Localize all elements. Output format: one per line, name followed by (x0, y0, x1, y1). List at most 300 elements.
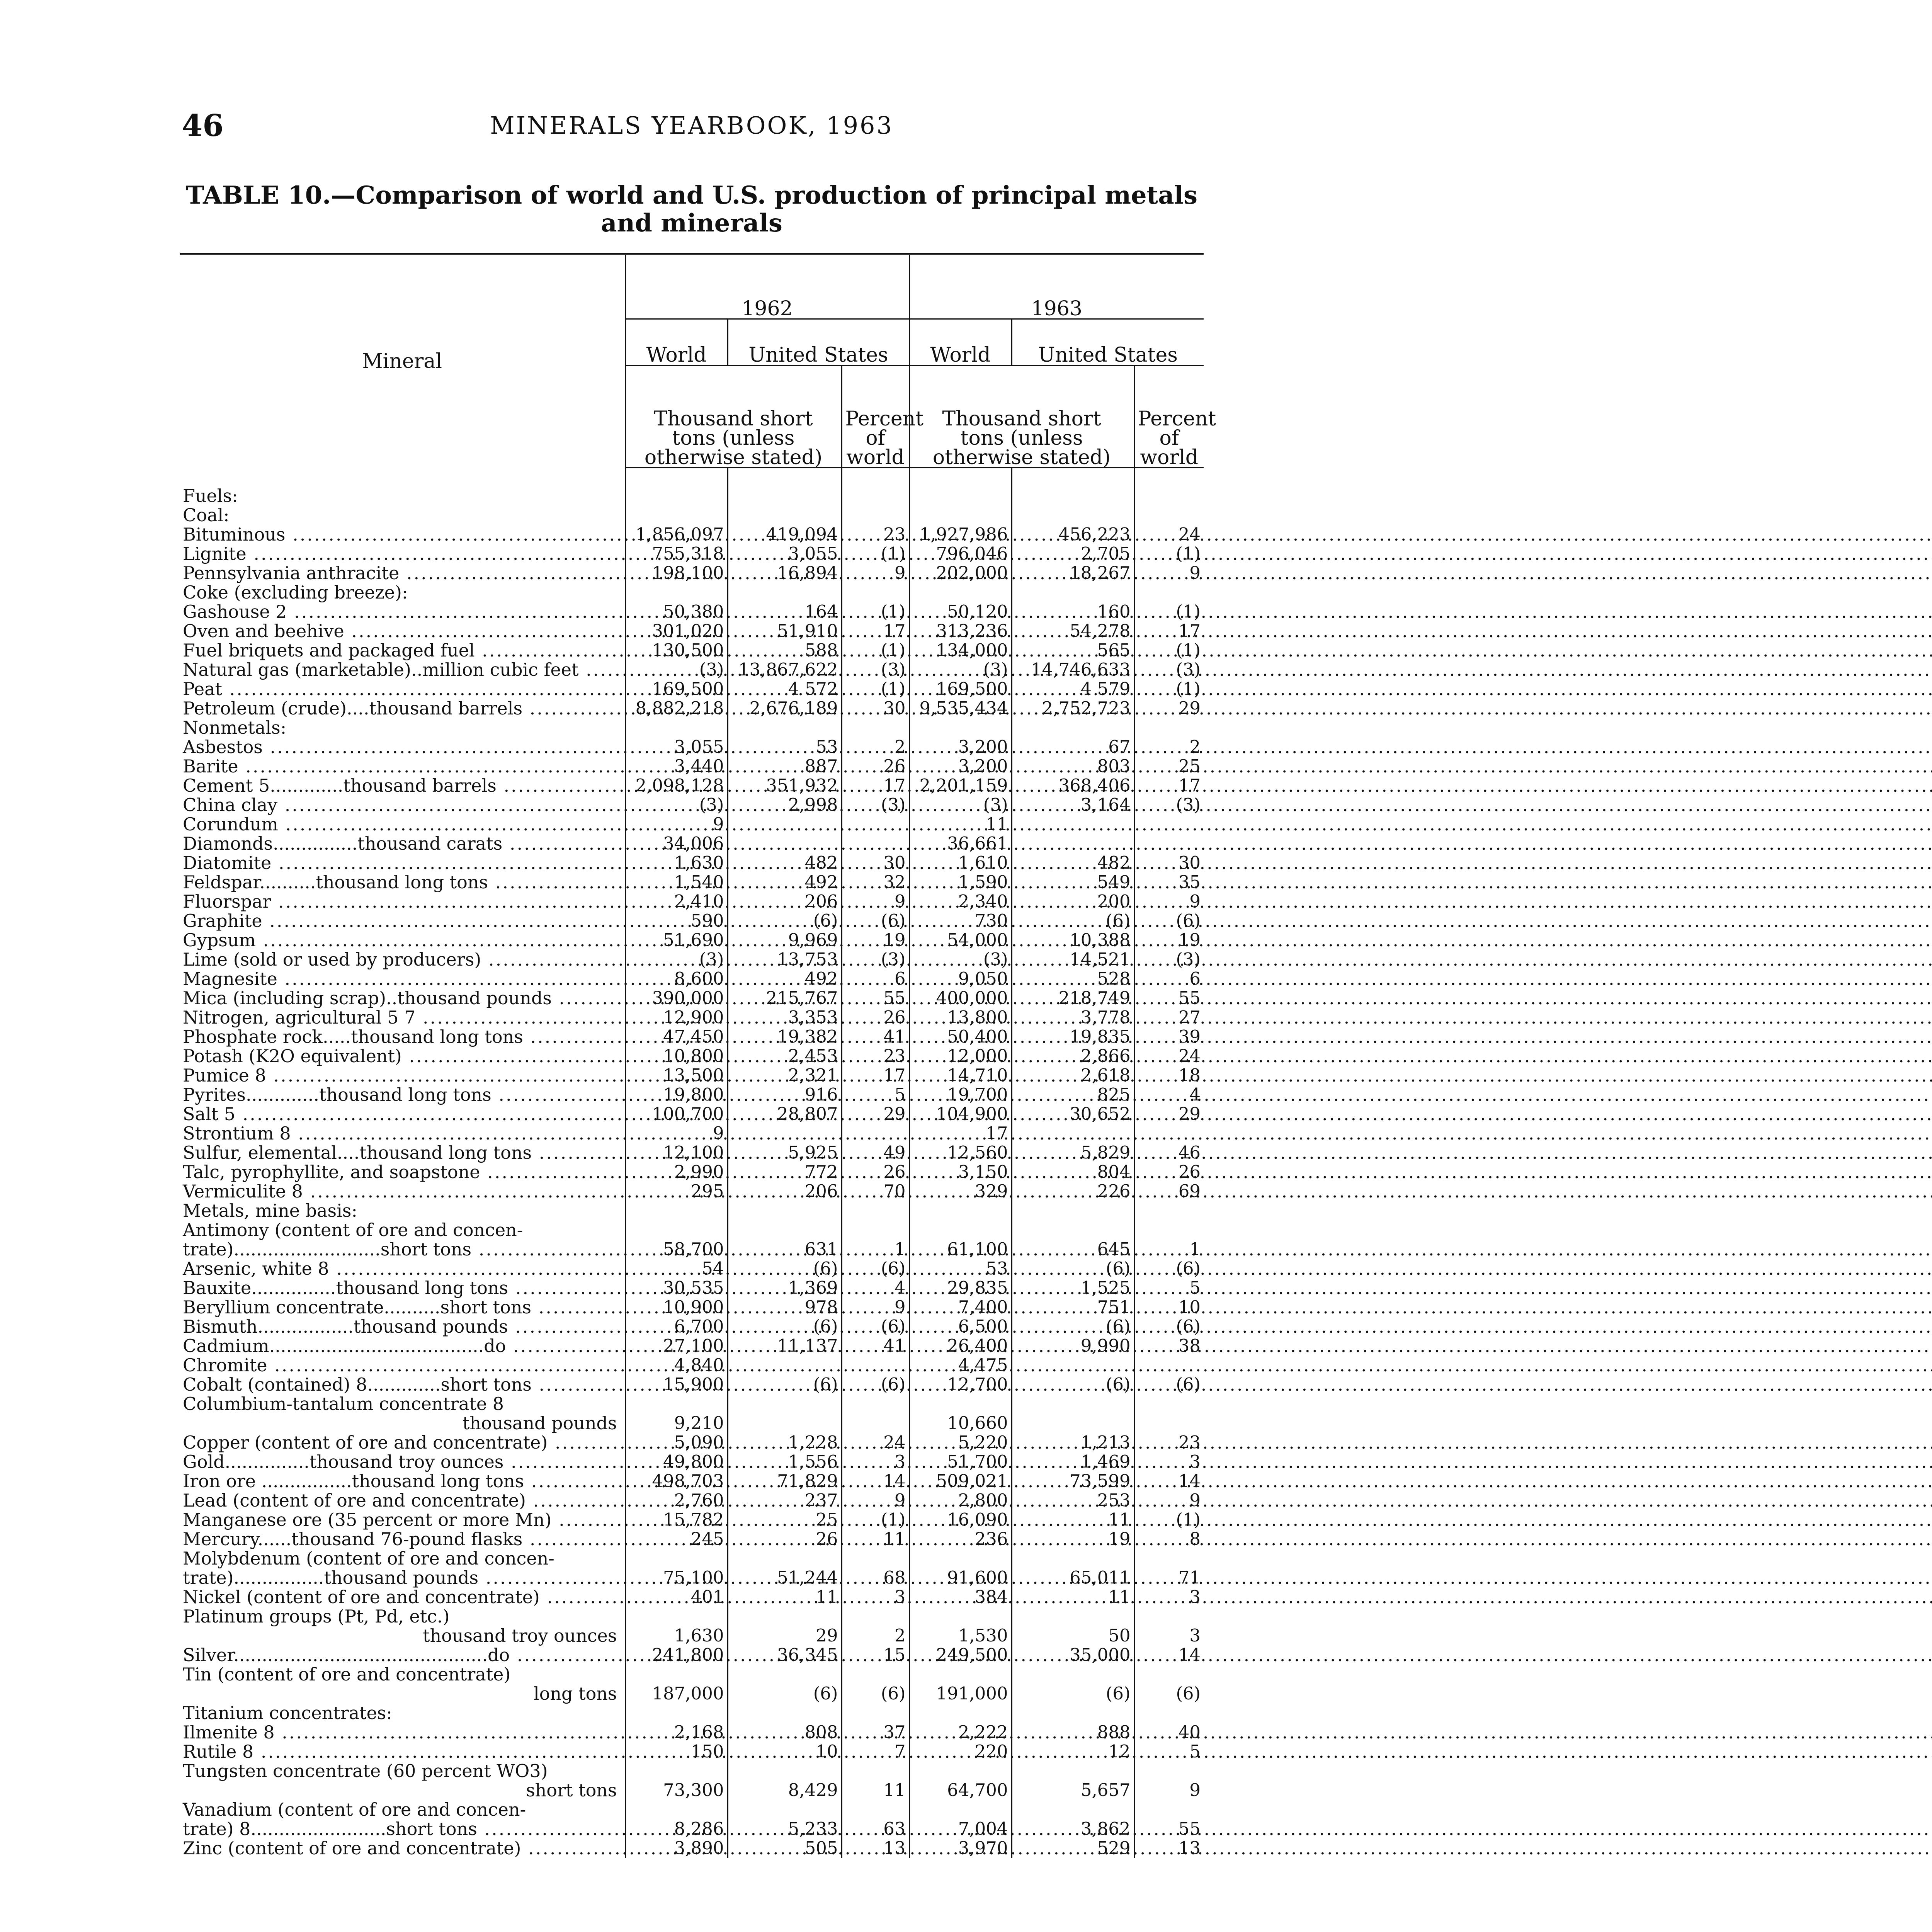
cell-us-1962: 1,369 (728, 1278, 842, 1298)
cell-percent-1962: 24 (842, 1433, 909, 1452)
table-row (180, 1085, 1204, 1104)
cell-us-1963: 1,469 (1012, 1452, 1134, 1471)
mineral-name: Nitrogen, agricultural 5 7 ..... (183, 1007, 1932, 1028)
mineral-label (180, 1066, 625, 1085)
table-row (180, 950, 1204, 969)
cell-us-1962 (728, 1394, 842, 1413)
cell-world-1962: 15,900 (625, 1375, 728, 1394)
mineral-name: China clay ..... (183, 794, 1932, 815)
cell-us-1963: 12 (1012, 1742, 1134, 1761)
percent-label-1962: Percent of world (845, 407, 924, 469)
column-header-percent-1963 (1134, 365, 1216, 469)
cell-world-1962: 49,800 (625, 1452, 728, 1471)
table-row (180, 969, 1204, 988)
cell-us-1963 (1012, 1220, 1134, 1240)
table-row (180, 1104, 1204, 1124)
cell-us-1963: 2,752,723 (1012, 699, 1134, 718)
table-row (180, 1645, 1204, 1665)
cell-us-1963: 218,749 (1012, 988, 1134, 1008)
cell-world-1962: 198,100 (625, 563, 728, 583)
cell-percent-1962: 17 (842, 1066, 909, 1085)
table-row (180, 988, 1204, 1008)
cell-percent-1962: 9 (842, 1298, 909, 1317)
cell-us-1962: 2,453 (728, 1046, 842, 1066)
mineral-name: Bismuth.................thousand pounds ..... (183, 1316, 1932, 1337)
cell-us-1963 (1012, 583, 1134, 602)
cell-world-1962 (625, 486, 728, 505)
mineral-name: Pennsylvania anthracite ..... (183, 563, 1932, 583)
cell-percent-1963 (1134, 1413, 1204, 1433)
mineral-name: Asbestos ..... (183, 736, 1932, 757)
cell-us-1963: 10,388 (1012, 930, 1134, 950)
cell-percent-1962: 7 (842, 1742, 909, 1761)
mineral-name: Lignite ..... (183, 543, 1932, 564)
mineral-name: Feldspar..........thousand long tons ..... (183, 872, 1932, 893)
cell-us-1963: 751 (1012, 1298, 1134, 1317)
table-row (180, 641, 1204, 660)
cell-percent-1963: (3) (1134, 795, 1204, 815)
cell-world-1962: 27,100 (625, 1336, 728, 1355)
cell-us-1962: 3,353 (728, 1008, 842, 1027)
mineral-name: Corundum ..... (183, 814, 1932, 835)
cell-percent-1963 (1134, 1665, 1204, 1684)
cell-percent-1963 (1134, 1761, 1204, 1781)
cell-world-1962: 58,700 (625, 1240, 728, 1259)
cell-percent-1962 (842, 1413, 909, 1433)
cell-percent-1963: 46 (1134, 1143, 1204, 1162)
cell-percent-1962: 19 (842, 930, 909, 950)
cell-percent-1963 (1134, 1607, 1204, 1626)
cell-percent-1962: (6) (842, 1259, 909, 1278)
mineral-name: Bauxite...............thousand long tons ..... (183, 1277, 1932, 1298)
cell-percent-1963 (1134, 1394, 1204, 1413)
table-row (180, 1124, 1204, 1143)
cell-percent-1962: (3) (842, 950, 909, 969)
cell-world-1963 (909, 486, 1012, 505)
mineral-name: Gypsum ..... (183, 930, 1932, 951)
cell-percent-1963: 9 (1134, 1781, 1204, 1800)
mineral-label (180, 1549, 625, 1568)
cell-us-1962: 51,244 (728, 1568, 842, 1587)
mineral-name: Petroleum (crude)....thousand barrels ..... (183, 698, 1932, 719)
table-row (180, 1182, 1204, 1201)
cell-world-1962: 50,380 (625, 602, 728, 621)
page-number: 46 (182, 108, 224, 143)
cell-percent-1963: 24 (1134, 1046, 1204, 1066)
cell-us-1963: 4 579 (1012, 679, 1134, 699)
table-row (180, 872, 1204, 892)
cell-world-1962: 4,840 (625, 1355, 728, 1375)
cell-us-1962: 3,055 (728, 544, 842, 563)
cell-percent-1963: 26 (1134, 1162, 1204, 1182)
cell-us-1963 (1012, 1703, 1134, 1723)
mineral-label (180, 1240, 625, 1259)
cell-percent-1963: 10 (1134, 1298, 1204, 1317)
cell-world-1962 (625, 1394, 728, 1413)
cell-us-1963: 253 (1012, 1491, 1134, 1510)
cell-percent-1962 (842, 1665, 909, 1684)
mineral-label (180, 699, 625, 718)
page-header (182, 108, 1202, 143)
cell-percent-1963: (6) (1134, 911, 1204, 930)
cell-world-1962: 100,700 (625, 1104, 728, 1124)
cell-percent-1963: (3) (1134, 660, 1204, 679)
table-row (180, 1549, 1204, 1568)
cell-world-1963 (909, 1800, 1012, 1819)
cell-world-1963: 2,340 (909, 892, 1012, 911)
mineral-name: Chromite ..... (183, 1355, 1932, 1376)
cell-us-1962: 4 572 (728, 679, 842, 699)
cell-percent-1962: 6 (842, 969, 909, 988)
cell-world-1963: 1,590 (909, 872, 1012, 892)
cell-world-1963: 2,201,159 (909, 776, 1012, 795)
cell-world-1963: 51,700 (909, 1452, 1012, 1471)
cell-us-1962: 492 (728, 872, 842, 892)
cell-percent-1962: (1) (842, 602, 909, 621)
cell-us-1963: 30,652 (1012, 1104, 1134, 1124)
mineral-label (180, 1761, 625, 1781)
mineral-name: Peat ..... (183, 679, 1932, 699)
cell-world-1963 (909, 718, 1012, 737)
mineral-label (180, 1800, 625, 1819)
cell-world-1963: 7,400 (909, 1298, 1012, 1317)
mineral-label (180, 1046, 625, 1066)
cell-us-1962: 588 (728, 641, 842, 660)
mineral-name: Phosphate rock.....thousand long tons ..... (183, 1026, 1932, 1047)
mineral-label (180, 1819, 625, 1838)
cell-us-1963: 73,599 (1012, 1471, 1134, 1491)
column-header-mineral: Mineral (362, 350, 442, 373)
cell-world-1962: 8,286 (625, 1819, 728, 1838)
mineral-label (180, 563, 625, 583)
cell-percent-1963: (1) (1134, 679, 1204, 699)
mineral-label (180, 621, 625, 641)
mineral-label (180, 1491, 625, 1510)
cell-world-1963: 14,710 (909, 1066, 1012, 1085)
cell-percent-1962: 49 (842, 1143, 909, 1162)
cell-world-1963: 202,000 (909, 563, 1012, 583)
mineral-label (180, 950, 625, 969)
cell-us-1962 (728, 1761, 842, 1781)
cell-world-1963: 220 (909, 1742, 1012, 1761)
cell-us-1962 (728, 1703, 842, 1723)
cell-percent-1963: 55 (1134, 1819, 1204, 1838)
cell-world-1963: 236 (909, 1529, 1012, 1549)
mineral-name: Platinum groups (Pt, Pd, etc.) (183, 1606, 450, 1627)
mineral-name: Coke (excluding breeze): (183, 582, 408, 603)
column-header-1963: 1963 (909, 255, 1204, 319)
cell-world-1963: 36,661 (909, 834, 1012, 853)
mineral-label (180, 1104, 625, 1124)
cell-world-1962 (625, 1607, 728, 1626)
cell-percent-1962: 9 (842, 892, 909, 911)
table-row (180, 1220, 1204, 1240)
cell-world-1963: 54,000 (909, 930, 1012, 950)
cell-world-1963: 12,560 (909, 1143, 1012, 1162)
cell-percent-1963: 14 (1134, 1645, 1204, 1665)
cell-world-1962 (625, 1703, 728, 1723)
cell-percent-1962 (842, 1703, 909, 1723)
table-row (180, 699, 1204, 718)
table-row (180, 1433, 1204, 1452)
cell-percent-1962: (1) (842, 1510, 909, 1529)
cell-percent-1962: 70 (842, 1182, 909, 1201)
percent-label-1963: Percent of world (1138, 407, 1216, 469)
table-row (180, 583, 1204, 602)
cell-world-1963: 12,000 (909, 1046, 1012, 1066)
cell-percent-1962: 26 (842, 757, 909, 776)
mineral-name: Diamonds...............thousand carats ..... (183, 833, 1932, 854)
cell-us-1963: 5,829 (1012, 1143, 1134, 1162)
cell-percent-1963 (1134, 1703, 1204, 1723)
cell-world-1963: 384 (909, 1587, 1012, 1607)
cell-us-1963: 14,521 (1012, 950, 1134, 969)
table-row (180, 892, 1204, 911)
mineral-label (180, 1587, 625, 1607)
table-row (180, 1568, 1204, 1587)
mineral-label (180, 737, 625, 757)
production-table (180, 255, 1216, 1859)
cell-percent-1962: 4 (842, 1278, 909, 1298)
cell-world-1963: 9,535,434 (909, 699, 1012, 718)
cell-us-1963: 35,000 (1012, 1645, 1134, 1665)
mineral-label (180, 776, 625, 795)
mineral-name: Molybdenum (content of ore and concen- (183, 1548, 554, 1569)
cell-world-1962: 2,990 (625, 1162, 728, 1182)
cell-us-1962: (6) (728, 1375, 842, 1394)
cell-us-1963: (6) (1012, 1684, 1134, 1703)
cell-world-1962: 187,000 (625, 1684, 728, 1703)
table-row (180, 853, 1204, 872)
cell-us-1962: 887 (728, 757, 842, 776)
unit-label-1963: Thousand short tons (unless otherwise stated) (932, 407, 1111, 469)
cell-world-1963 (909, 1201, 1012, 1220)
table-row (180, 544, 1204, 563)
cell-world-1962: 6,700 (625, 1317, 728, 1336)
cell-us-1963: 1,213 (1012, 1433, 1134, 1452)
cell-us-1963: 3,164 (1012, 795, 1134, 815)
cell-percent-1962: 2 (842, 1626, 909, 1645)
mineral-label (180, 1278, 625, 1298)
cell-us-1963: 19 (1012, 1529, 1134, 1549)
cell-world-1963 (909, 583, 1012, 602)
cell-us-1963: 5,657 (1012, 1781, 1134, 1800)
mineral-name: Lead (content of ore and concentrate) ..... (183, 1490, 1932, 1511)
cell-percent-1962: (1) (842, 544, 909, 563)
mineral-label (180, 486, 625, 505)
mineral-label (180, 505, 625, 525)
cell-us-1962: 215,767 (728, 988, 842, 1008)
cell-percent-1963: 55 (1134, 988, 1204, 1008)
cell-percent-1963: (6) (1134, 1684, 1204, 1703)
table-row (180, 1452, 1204, 1471)
cell-us-1962: 53 (728, 737, 842, 757)
cell-percent-1963: 13 (1134, 1838, 1204, 1858)
mineral-name: thousand pounds (462, 1413, 617, 1434)
cell-world-1963 (909, 1220, 1012, 1240)
table-row (180, 1665, 1204, 1684)
table-row (180, 1587, 1204, 1607)
cell-percent-1963: 6 (1134, 969, 1204, 988)
mineral-label (180, 641, 625, 660)
cell-world-1963: 400,000 (909, 988, 1012, 1008)
cell-percent-1962 (842, 1394, 909, 1413)
cell-us-1963: 19,835 (1012, 1027, 1134, 1046)
cell-us-1962: 28,807 (728, 1104, 842, 1124)
cell-percent-1962 (842, 1761, 909, 1781)
cell-us-1962: 13,753 (728, 950, 842, 969)
cell-world-1962: 54 (625, 1259, 728, 1278)
mineral-name: trate) 8........................short tons ..... (183, 1818, 1932, 1839)
cell-world-1962: 8,882,218 (625, 699, 728, 718)
cell-percent-1963: 24 (1134, 525, 1204, 544)
cell-us-1963: 3,778 (1012, 1008, 1134, 1027)
cell-world-1962: 301,020 (625, 621, 728, 641)
mineral-label (180, 1394, 625, 1413)
table-row (180, 1800, 1204, 1819)
cell-us-1962: 492 (728, 969, 842, 988)
cell-percent-1963 (1134, 1800, 1204, 1819)
mineral-label (180, 853, 625, 872)
cell-world-1962 (625, 1549, 728, 1568)
mineral-name: Cement 5.............thousand barrels ..... (183, 775, 1932, 796)
cell-us-1963: (6) (1012, 1317, 1134, 1336)
table-row (180, 1742, 1204, 1761)
cell-percent-1962: (1) (842, 679, 909, 699)
cell-us-1963: 11 (1012, 1587, 1134, 1607)
mineral-label (180, 1259, 625, 1278)
table-row (180, 1201, 1204, 1220)
cell-us-1962: 5,925 (728, 1143, 842, 1162)
cell-us-1962 (728, 1201, 842, 1220)
cell-percent-1962: (1) (842, 641, 909, 660)
cell-world-1962: 3,890 (625, 1838, 728, 1858)
mineral-name: Nickel (content of ore and concentrate) ..... (183, 1587, 1932, 1607)
cell-us-1962: 351,932 (728, 776, 842, 795)
table-row (180, 1046, 1204, 1066)
cell-us-1963: 528 (1012, 969, 1134, 988)
cell-world-1963 (909, 1549, 1012, 1568)
cell-us-1963: (6) (1012, 1375, 1134, 1394)
cell-us-1962: 11,137 (728, 1336, 842, 1355)
cell-world-1962 (625, 1665, 728, 1684)
cell-us-1962 (728, 1220, 842, 1240)
cell-world-1963: 2,222 (909, 1723, 1012, 1742)
cell-world-1962: 12,900 (625, 1008, 728, 1027)
cell-us-1962: 631 (728, 1240, 842, 1259)
mineral-name: short tons (526, 1780, 617, 1801)
cell-world-1963: 10,660 (909, 1413, 1012, 1433)
cell-percent-1962: 17 (842, 776, 909, 795)
cell-us-1962: 5,233 (728, 1819, 842, 1838)
table-title: TABLE 10.—Comparison of world and U.S. production of principal metals and minerals (186, 181, 1197, 238)
cell-world-1963: 3,200 (909, 737, 1012, 757)
cell-percent-1963 (1134, 583, 1204, 602)
cell-us-1962: 71,829 (728, 1471, 842, 1491)
mineral-label (180, 1124, 625, 1143)
cell-us-1963: 549 (1012, 872, 1134, 892)
cell-world-1962: 1,630 (625, 1626, 728, 1645)
cell-us-1962: 13,867,622 (728, 660, 842, 679)
cell-percent-1962: 23 (842, 1046, 909, 1066)
cell-world-1963: 26,400 (909, 1336, 1012, 1355)
mineral-name: Talc, pyrophyllite, and soapstone ..... (183, 1162, 1932, 1182)
mineral-label (180, 795, 625, 815)
cell-percent-1963: 39 (1134, 1027, 1204, 1046)
column-header-world-1962: World (625, 319, 728, 365)
table-row (180, 1027, 1204, 1046)
cell-percent-1963: 3 (1134, 1452, 1204, 1471)
cell-us-1962: 2,676,189 (728, 699, 842, 718)
cell-percent-1963: 17 (1134, 621, 1204, 641)
table-row (180, 1143, 1204, 1162)
mineral-label (180, 1568, 625, 1587)
table-row (180, 486, 1204, 505)
mineral-label (180, 834, 625, 853)
cell-world-1962: 13,500 (625, 1066, 728, 1085)
mineral-name: Salt 5 ..... (183, 1104, 1932, 1124)
mineral-name: Gashouse 2 ..... (183, 601, 1932, 622)
cell-percent-1962: 30 (842, 699, 909, 718)
cell-world-1963: 11 (909, 815, 1012, 834)
mineral-name: Nonmetals: (183, 717, 287, 738)
mineral-label (180, 1433, 625, 1452)
mineral-name: Metals, mine basis: (183, 1200, 357, 1221)
cell-percent-1963: 23 (1134, 1433, 1204, 1452)
cell-us-1962: 1,228 (728, 1433, 842, 1452)
table-row (180, 1375, 1204, 1394)
cell-percent-1963: (1) (1134, 1510, 1204, 1529)
cell-us-1962: 978 (728, 1298, 842, 1317)
table-row (180, 660, 1204, 679)
cell-world-1962: 10,800 (625, 1046, 728, 1066)
cell-us-1962: 808 (728, 1723, 842, 1742)
cell-world-1962: 1,540 (625, 872, 728, 892)
cell-us-1963: 226 (1012, 1182, 1134, 1201)
cell-us-1962: 482 (728, 853, 842, 872)
cell-us-1963: 11 (1012, 1510, 1134, 1529)
mineral-label (180, 660, 625, 679)
cell-us-1963: 160 (1012, 602, 1134, 621)
cell-us-1962 (728, 505, 842, 525)
mineral-name: Vermiculite 8 ..... (183, 1181, 1932, 1202)
cell-world-1963: 91,600 (909, 1568, 1012, 1587)
cell-world-1963: 17 (909, 1124, 1012, 1143)
mineral-label (180, 757, 625, 776)
cell-percent-1962: 1 (842, 1240, 909, 1259)
mineral-name: Rutile 8 ..... (183, 1741, 1932, 1762)
cell-world-1962: 73,300 (625, 1781, 728, 1800)
column-header-us-1962: United States (728, 319, 909, 365)
table-row (180, 1317, 1204, 1336)
cell-world-1963: 3,970 (909, 1838, 1012, 1858)
cell-world-1963: 61,100 (909, 1240, 1012, 1259)
mineral-name: trate)..........................short tons ..... (183, 1239, 1932, 1260)
cell-world-1962: 498,703 (625, 1471, 728, 1491)
mineral-label (180, 583, 625, 602)
cell-us-1963 (1012, 505, 1134, 525)
cell-us-1962: 36,345 (728, 1645, 842, 1665)
table-row (180, 757, 1204, 776)
table-row (180, 1723, 1204, 1742)
cell-us-1963: 1,525 (1012, 1278, 1134, 1298)
mineral-label (180, 1027, 625, 1046)
cell-percent-1963: 8 (1134, 1529, 1204, 1549)
table-row (180, 1781, 1204, 1800)
cell-percent-1963: 40 (1134, 1723, 1204, 1742)
cell-percent-1962: (6) (842, 1375, 909, 1394)
cell-us-1963 (1012, 1549, 1134, 1568)
